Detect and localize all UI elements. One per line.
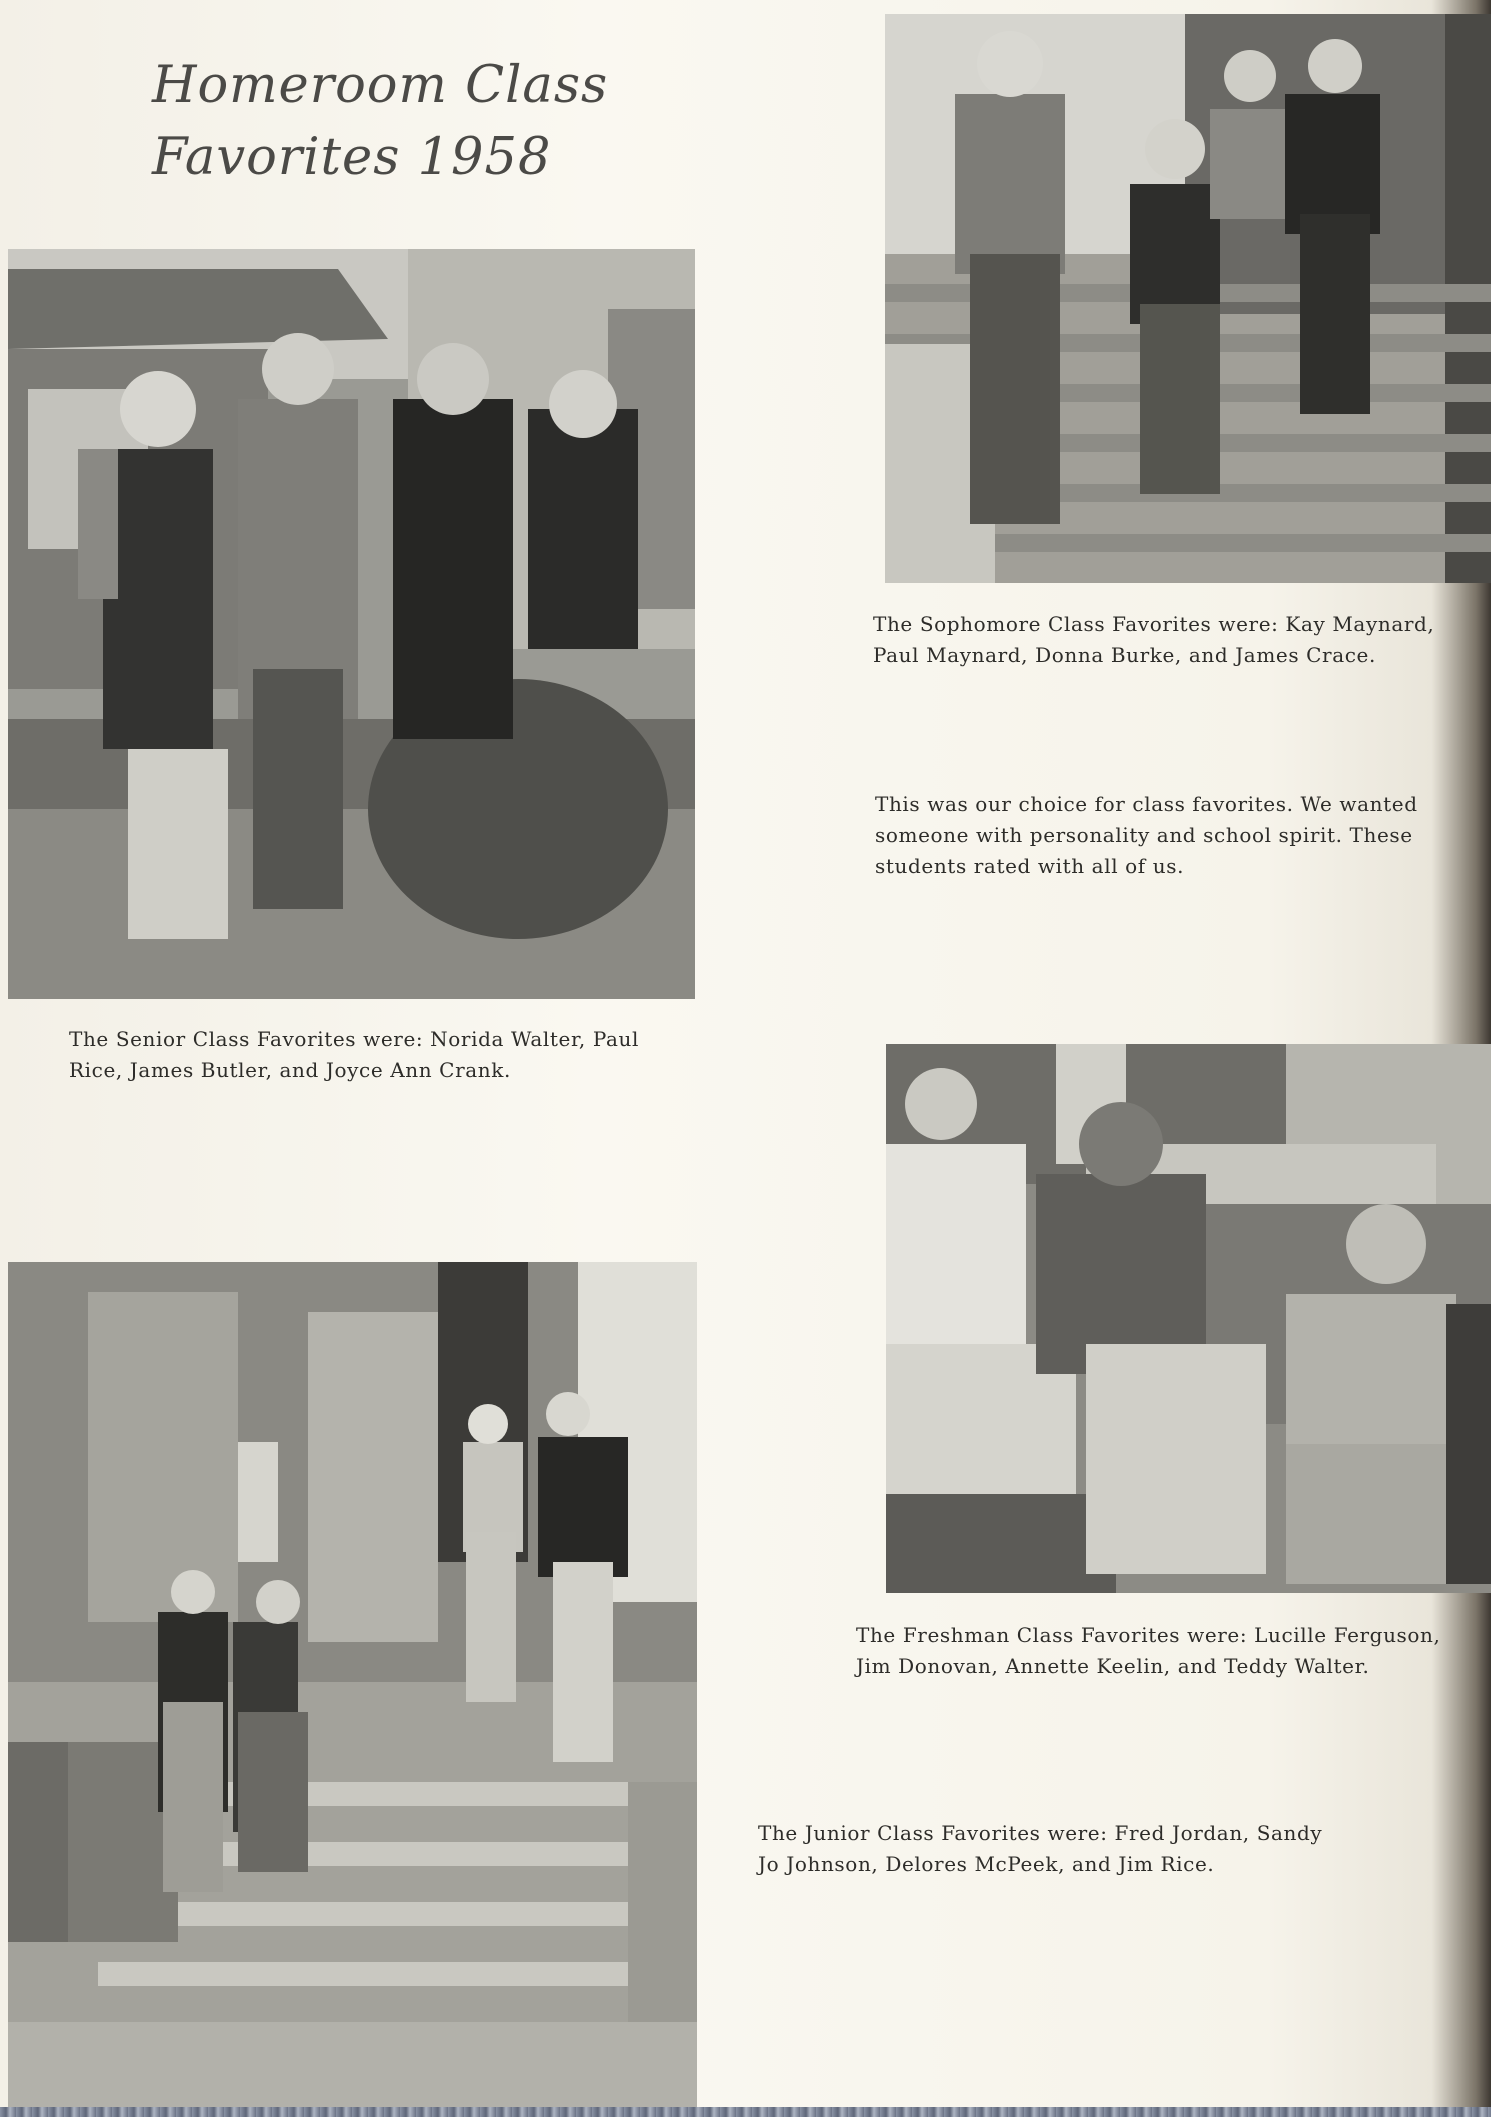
statement-line-2: someone with personality and school spirit. These — [875, 823, 1413, 847]
page-bottom-edge — [0, 2107, 1491, 2117]
junior-class-caption — [758, 1818, 1322, 1880]
freshman-caption-line-2: Jim Donovan, Annette Keelin, and Teddy Walter. — [856, 1654, 1370, 1678]
freshman-caption-line-1: The Freshman Class Favorites were: Lucille Ferguson, — [856, 1623, 1441, 1647]
page-title-line-2: Favorites 1958 — [152, 128, 552, 187]
freshman-class-caption — [856, 1620, 1441, 1682]
senior-caption-line-1: The Senior Class Favorites were: Norida Walter, Paul — [69, 1027, 640, 1051]
freshman-class-photo — [886, 1044, 1491, 1593]
page-title — [152, 50, 608, 194]
statement-line-1: This was our choice for class favorites. We wanted — [875, 792, 1418, 816]
senior-caption-line-2: Rice, James Butler, and Joyce Ann Crank. — [69, 1058, 511, 1082]
junior-class-photo — [8, 1262, 697, 2117]
statement-line-3: students rated with all of us. — [875, 854, 1185, 878]
sophomore-caption-line-2: Paul Maynard, Donna Burke, and James Crace. — [873, 643, 1376, 667]
sophomore-caption-line-1: The Sophomore Class Favorites were: Kay Maynard, — [873, 612, 1435, 636]
senior-class-caption — [69, 1024, 639, 1086]
page-title-line-1: Homeroom Class — [152, 56, 609, 115]
junior-caption-line-2: Jo Johnson, Delores McPeek, and Jim Rice. — [758, 1852, 1215, 1876]
sophomore-class-caption — [873, 609, 1434, 671]
class-favorites-statement — [875, 789, 1418, 882]
sophomore-class-photo — [885, 14, 1491, 583]
senior-class-photo — [8, 249, 695, 999]
junior-caption-line-1: The Junior Class Favorites were: Fred Jordan, Sandy — [758, 1821, 1323, 1845]
